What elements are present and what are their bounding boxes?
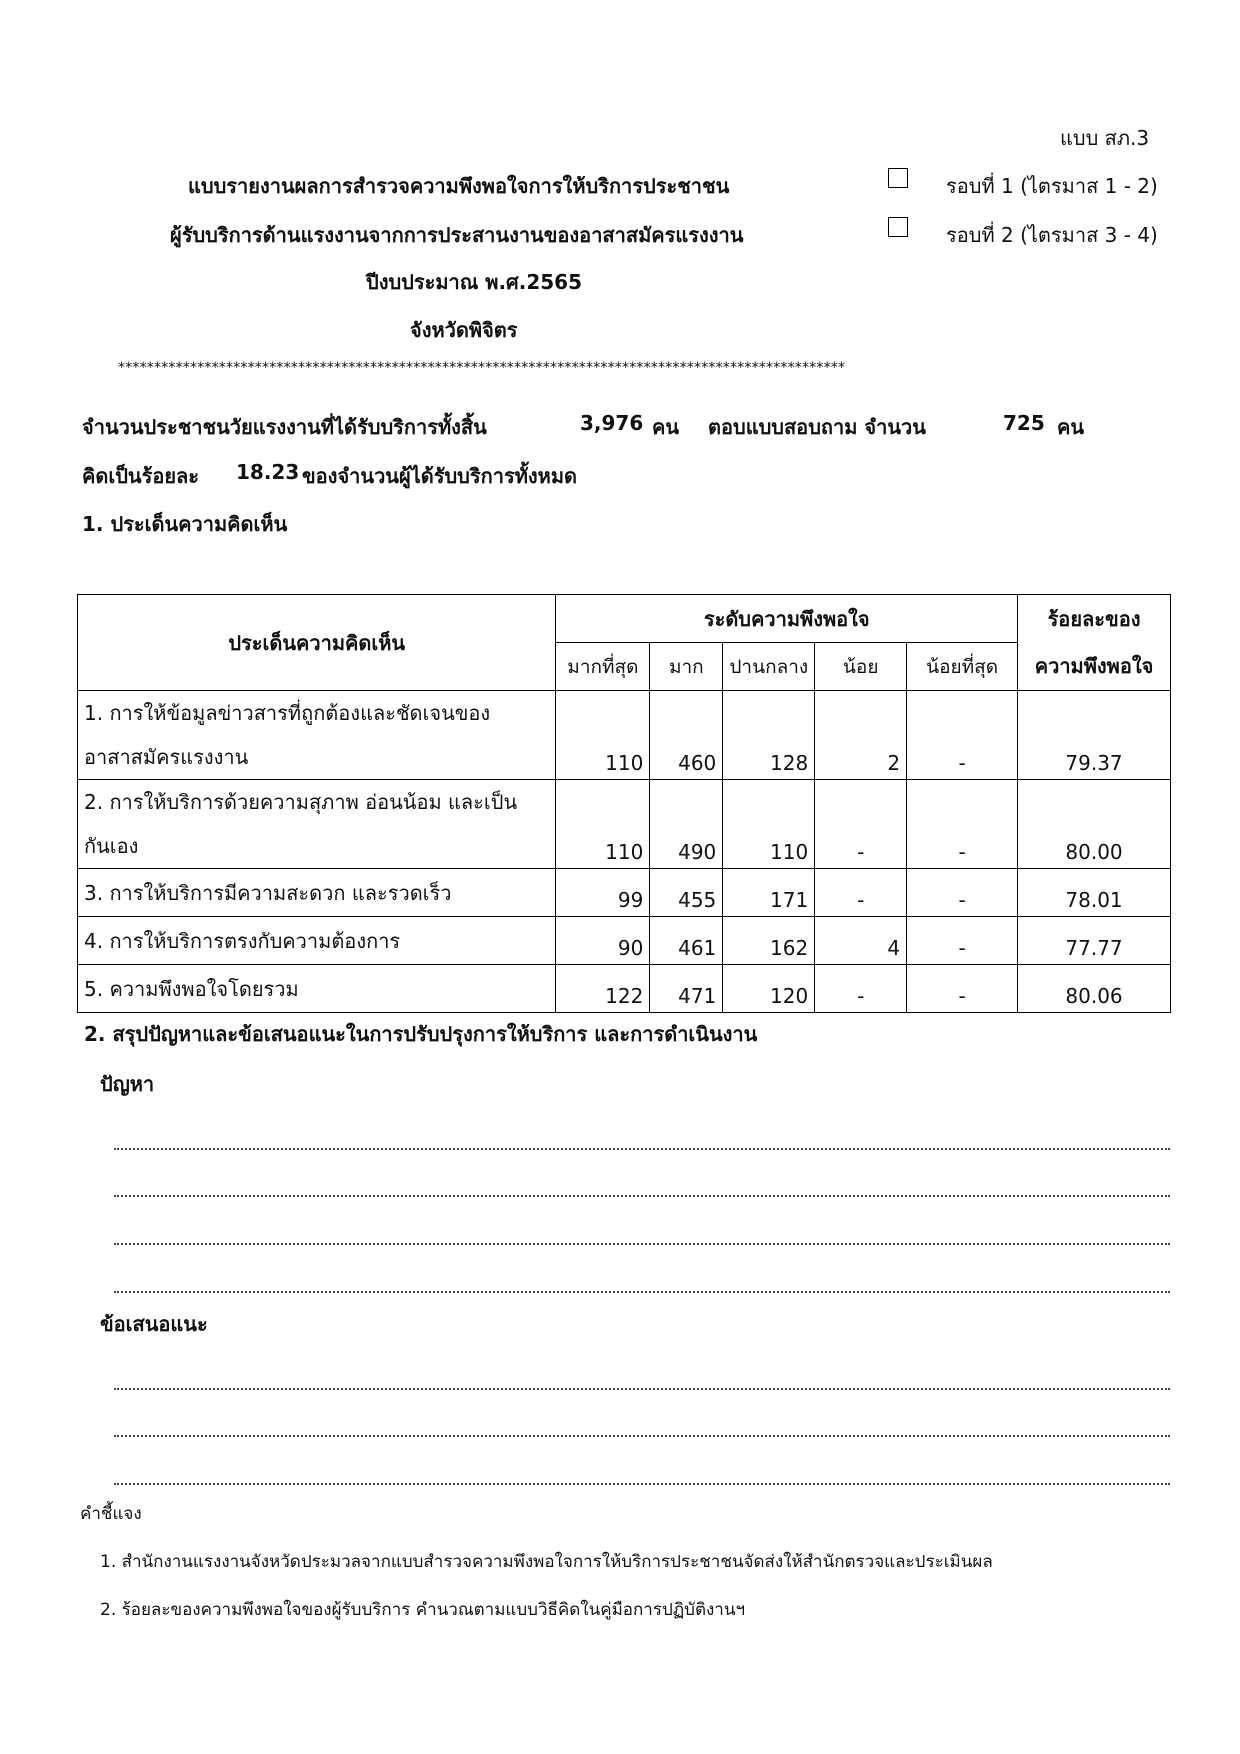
percent-header-line2: ความพึงพอใจ — [1018, 643, 1171, 691]
cell-high: 455 — [650, 869, 723, 917]
cell-medium: 162 — [723, 917, 815, 965]
cell-percent: 78.01 — [1018, 869, 1171, 917]
note-1: 1. สำนักงานแรงงานจังหวัดประมวลจากแบบสำรวจความพึงพอใจการให้บริการประชาชนจัดส่งให้สำนักตรวจและประเมินผล — [100, 1552, 993, 1572]
suggestion-label: ข้อเสนอแนะ — [100, 1312, 208, 1336]
cell-low: - — [815, 869, 907, 917]
problem-label: ปัญหา — [100, 1072, 155, 1096]
level-header: ระดับความพึงพอใจ — [556, 595, 1018, 643]
cell-percent: 80.00 — [1018, 780, 1171, 869]
title-line-3: ปีงบประมาณ พ.ศ.2565 — [366, 270, 583, 294]
cell-low: - — [815, 965, 907, 1013]
suggestion-line-2[interactable] — [114, 1435, 1170, 1437]
cell-percent: 80.06 — [1018, 965, 1171, 1013]
table-row — [78, 691, 1171, 780]
cell-most: 90 — [556, 917, 650, 965]
respondents-unit: คน — [1057, 415, 1085, 439]
row-topic: 1. การให้ข้อมูลข่าวสารที่ถูกต้องและชัดเจนของ อาสาสมัครแรงงาน — [78, 691, 556, 780]
respondents-value: 725 — [1003, 411, 1045, 435]
respondents-label: ตอบแบบสอบถาม จำนวน — [708, 415, 926, 439]
section-1-title: 1. ประเด็นความคิดเห็น — [82, 512, 288, 536]
level-col-high: มาก — [650, 643, 723, 691]
cell-least: - — [907, 691, 1018, 780]
cell-high: 490 — [650, 780, 723, 869]
percent-prefix: คิดเป็นร้อยละ — [82, 464, 200, 488]
problem-line-1[interactable] — [114, 1148, 1170, 1150]
row-topic: 5. ความพึงพอใจโดยรวม — [78, 965, 556, 1013]
problem-line-2[interactable] — [114, 1195, 1170, 1197]
cell-least: - — [907, 917, 1018, 965]
level-col-least: น้อยที่สุด — [907, 643, 1018, 691]
cell-medium: 128 — [723, 691, 815, 780]
level-col-most: มากที่สุด — [556, 643, 650, 691]
row-topic: 2. การให้บริการด้วยความสุภาพ อ่อนน้อม และเป็น กันเอง — [78, 780, 556, 869]
form-code: แบบ สภ.3 — [1060, 126, 1150, 150]
cell-percent: 77.77 — [1018, 917, 1171, 965]
row-topic: 3. การให้บริการมีความสะดวก และรวดเร็ว — [78, 869, 556, 917]
notes-title: คำชี้แจง — [80, 1504, 142, 1524]
round-1-checkbox[interactable] — [888, 168, 908, 188]
round-2-checkbox[interactable] — [888, 217, 908, 237]
cell-high: 471 — [650, 965, 723, 1013]
topic-header: ประเด็นความคิดเห็น — [78, 595, 556, 691]
table-row — [78, 780, 1171, 869]
cell-percent: 79.37 — [1018, 691, 1171, 780]
table-row — [78, 869, 1171, 917]
cell-least: - — [907, 965, 1018, 1013]
level-col-low: น้อย — [815, 643, 907, 691]
cell-least: - — [907, 780, 1018, 869]
cell-most: 99 — [556, 869, 650, 917]
round-2-label: รอบที่ 2 (ไตรมาส 3 - 4) — [946, 223, 1158, 247]
problem-line-4[interactable] — [114, 1291, 1170, 1293]
cell-medium: 110 — [723, 780, 815, 869]
table-row — [78, 965, 1171, 1013]
cell-high: 460 — [650, 691, 723, 780]
section-2-title: 2. สรุปปัญหาและข้อเสนอแนะในการปรับปรุงการให้บริการ และการดำเนินงาน — [84, 1022, 758, 1046]
cell-most: 110 — [556, 780, 650, 869]
satisfaction-table — [77, 594, 1171, 1013]
cell-most: 110 — [556, 691, 650, 780]
separator-stars: ***************************************************************************************************** — [118, 360, 846, 376]
problem-line-3[interactable] — [114, 1243, 1170, 1245]
level-col-medium: ปานกลาง — [723, 643, 815, 691]
cell-medium: 171 — [723, 869, 815, 917]
row-topic: 4. การให้บริการตรงกับความต้องการ — [78, 917, 556, 965]
total-served-unit: คน — [652, 415, 680, 439]
title-line-4: จังหวัดพิจิตร — [410, 318, 518, 342]
suggestion-line-1[interactable] — [114, 1388, 1170, 1390]
cell-most: 122 — [556, 965, 650, 1013]
cell-low: 4 — [815, 917, 907, 965]
cell-low: 2 — [815, 691, 907, 780]
percent-suffix: ของจำนวนผู้ได้รับบริการทั้งหมด — [302, 464, 577, 488]
cell-medium: 120 — [723, 965, 815, 1013]
total-served-value: 3,976 — [580, 411, 644, 435]
percent-header-line1: ร้อยละของ — [1018, 595, 1171, 643]
table-row — [78, 917, 1171, 965]
cell-low: - — [815, 780, 907, 869]
suggestion-line-3[interactable] — [114, 1483, 1170, 1485]
cell-high: 461 — [650, 917, 723, 965]
title-line-1: แบบรายงานผลการสำรวจความพึงพอใจการให้บริการประชาชน — [188, 174, 730, 198]
total-served-label: จำนวนประชาชนวัยแรงงานที่ได้รับบริการทั้งสิ้น — [82, 415, 487, 439]
percent-value: 18.23 — [236, 460, 300, 484]
note-2: 2. ร้อยละของความพึงพอใจของผู้รับบริการ คำนวณตามแบบวิธีคิดในคู่มือการปฏิบัติงานฯ — [100, 1600, 746, 1620]
cell-least: - — [907, 869, 1018, 917]
title-line-2: ผู้รับบริการด้านแรงงานจากการประสานงานของอาสาสมัครแรงงาน — [170, 223, 744, 247]
round-1-label: รอบที่ 1 (ไตรมาส 1 - 2) — [946, 174, 1158, 198]
